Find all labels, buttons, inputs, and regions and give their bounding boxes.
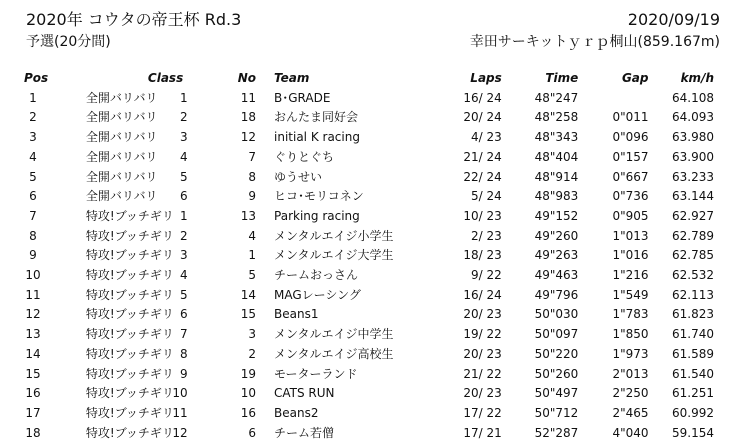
cell-time: 48"343	[534, 130, 579, 145]
event-date: 2020/09/19	[627, 10, 720, 29]
cell-time: 49"796	[534, 287, 579, 302]
cell-pos: 9	[29, 248, 37, 263]
cell-class: 全開バリバリ	[85, 130, 158, 145]
cell-pos: 8	[29, 228, 37, 243]
cell-class: 特攻!ブッチギリ	[85, 208, 174, 223]
cell-no: 6	[248, 425, 257, 440]
col-header-laps: Laps	[470, 71, 502, 85]
cell-team: メンタルエイジ中学生	[274, 327, 394, 342]
cell-class: 全開バリバリ	[85, 90, 158, 105]
cell-kmh: 61.823	[672, 307, 714, 322]
cell-class: 全開バリバリ	[85, 169, 158, 184]
cell-no: 14	[240, 287, 257, 302]
cell-laps: 21/ 22	[463, 366, 502, 381]
cell-class: 特攻!ブッチギリ	[85, 228, 174, 243]
cell-laps: 20/ 23	[463, 307, 502, 322]
cell-gap: 1"016	[612, 248, 649, 263]
cell-kmh: 62.789	[672, 228, 714, 243]
table-row	[0, 89, 740, 109]
cell-kmh: 63.900	[672, 149, 714, 164]
cell-time: 50"712	[534, 405, 579, 420]
cell-kmh: 61.540	[672, 366, 714, 381]
col-header-gap: Gap	[621, 71, 649, 85]
cell-class: 特攻!ブッチギリ	[85, 366, 174, 381]
cell-pos: 2	[29, 110, 37, 125]
cell-class: 全開バリバリ	[85, 189, 158, 204]
cell-laps: 2/ 23	[471, 228, 502, 243]
cell-kmh: 64.108	[672, 90, 714, 105]
cell-class-pos: 6	[179, 189, 188, 204]
cell-kmh: 63.144	[672, 189, 714, 204]
cell-time: 48"404	[534, 149, 579, 164]
cell-class: 特攻!ブッチギリ	[85, 425, 174, 440]
cell-laps: 19/ 22	[463, 327, 502, 342]
cell-pos: 4	[29, 149, 37, 164]
cell-gap: 0"905	[612, 208, 649, 223]
cell-pos: 12	[25, 307, 41, 322]
cell-laps: 18/ 23	[463, 248, 502, 263]
cell-laps: 4/ 23	[471, 130, 502, 145]
cell-gap: 4"040	[612, 425, 649, 440]
cell-class-pos: 1	[179, 90, 188, 105]
cell-gap: 1"850	[612, 327, 649, 342]
cell-time: 50"097	[534, 327, 579, 342]
cell-class: 特攻!ブッチギリ	[85, 346, 174, 361]
cell-gap: 0"667	[612, 169, 649, 184]
cell-class: 特攻!ブッチギリ	[85, 287, 174, 302]
table-row	[0, 266, 740, 286]
cell-time: 49"263	[534, 248, 579, 263]
cell-class-pos: 4	[179, 268, 188, 283]
cell-class: 特攻!ブッチギリ	[85, 327, 174, 342]
cell-no: 3	[248, 327, 257, 342]
cell-team: メンタルエイジ高校生	[274, 346, 394, 361]
session-label: 予選(20分間)	[26, 34, 111, 50]
cell-team: Beans2	[274, 405, 319, 420]
cell-class: 全開バリバリ	[85, 149, 158, 164]
cell-pos: 14	[25, 346, 41, 361]
cell-time: 48"983	[534, 189, 579, 204]
col-header-pos: Pos	[24, 71, 49, 85]
cell-kmh: 63.980	[672, 130, 714, 145]
table-row	[0, 305, 740, 325]
cell-team: Parking racing	[274, 208, 360, 223]
cell-gap: 2"013	[612, 366, 649, 381]
cell-time: 49"152	[534, 208, 579, 223]
cell-gap: 0"011	[612, 110, 649, 125]
cell-class-pos: 3	[179, 130, 188, 145]
cell-team: ヒコ･モリコネン	[274, 189, 364, 204]
table-row	[0, 246, 740, 266]
cell-class: 特攻!ブッチギリ	[85, 307, 174, 322]
cell-gap: 2"465	[612, 405, 649, 420]
cell-time: 49"260	[534, 228, 579, 243]
cell-laps: 20/ 23	[463, 386, 502, 401]
cell-team: モーターランド	[274, 366, 358, 381]
cell-laps: 17/ 21	[463, 425, 502, 440]
cell-gap: 1"549	[612, 287, 649, 302]
cell-no: 12	[240, 130, 257, 145]
cell-team: メンタルエイジ小学生	[274, 228, 394, 243]
cell-kmh: 60.992	[672, 405, 714, 420]
table-row	[0, 404, 740, 424]
cell-class-pos: 6	[179, 307, 188, 322]
cell-class-pos: 10	[172, 386, 188, 401]
cell-time: 52"287	[534, 425, 579, 440]
cell-class: 全開バリバリ	[85, 110, 158, 125]
cell-team: ぐりとぐち	[274, 149, 335, 164]
table-row	[0, 384, 740, 404]
table-row	[0, 227, 740, 247]
cell-time: 48"914	[534, 169, 579, 184]
col-header-time: Time	[545, 71, 579, 85]
cell-class-pos: 12	[172, 425, 188, 440]
col-header-no: No	[237, 71, 257, 85]
cell-time: 50"030	[534, 307, 579, 322]
table-row	[0, 128, 740, 148]
table-row	[0, 345, 740, 365]
cell-gap: 1"783	[612, 307, 649, 322]
cell-class-pos: 11	[172, 405, 188, 420]
cell-team: チーム若僧	[274, 425, 335, 440]
cell-class: 特攻!ブッチギリ	[85, 405, 174, 420]
cell-pos: 3	[29, 130, 37, 145]
cell-pos: 11	[25, 287, 41, 302]
table-row	[0, 148, 740, 168]
cell-gap: 1"013	[612, 228, 649, 243]
cell-laps: 20/ 24	[463, 110, 502, 125]
cell-kmh: 61.740	[672, 327, 714, 342]
cell-gap	[578, 89, 648, 109]
cell-no: 5	[248, 268, 257, 283]
cell-class: 特攻!ブッチギリ	[85, 248, 174, 263]
table-row	[0, 108, 740, 128]
cell-laps: 16/ 24	[463, 90, 502, 105]
cell-laps: 10/ 23	[463, 208, 502, 223]
cell-pos: 15	[25, 366, 41, 381]
cell-class-pos: 1	[179, 208, 188, 223]
cell-class: 特攻!ブッチギリ	[85, 386, 174, 401]
cell-no: 15	[240, 307, 257, 322]
cell-team: チームおっさん	[274, 268, 359, 283]
table-row	[0, 325, 740, 345]
cell-team: MAGレーシング	[274, 287, 361, 302]
cell-team: CATS RUN	[274, 386, 335, 401]
cell-time: 50"497	[534, 386, 579, 401]
cell-laps: 20/ 23	[463, 346, 502, 361]
cell-team: B･GRADE	[274, 90, 331, 105]
cell-pos: 13	[25, 327, 41, 342]
table-row	[0, 424, 740, 443]
cell-class-pos: 2	[179, 110, 188, 125]
cell-team: initial K racing	[274, 130, 360, 145]
table-header-row	[0, 69, 740, 89]
cell-kmh: 62.113	[672, 287, 714, 302]
table-row	[0, 286, 740, 306]
table-row	[0, 365, 740, 385]
cell-no: 7	[248, 149, 257, 164]
cell-no: 19	[240, 366, 257, 381]
cell-class: 特攻!ブッチギリ	[85, 268, 174, 283]
cell-pos: 1	[29, 90, 37, 105]
cell-kmh: 61.589	[672, 346, 714, 361]
cell-no: 18	[240, 110, 257, 125]
cell-pos: 10	[25, 268, 41, 283]
cell-time: 50"220	[534, 346, 579, 361]
cell-kmh: 62.785	[672, 248, 714, 263]
table-row	[0, 168, 740, 188]
cell-class-pos: 8	[179, 346, 188, 361]
col-header-kmh: km/h	[680, 71, 714, 85]
cell-time: 48"247	[534, 90, 579, 105]
cell-team: おんたま同好会	[274, 110, 359, 125]
cell-kmh: 63.233	[672, 169, 714, 184]
results-table	[0, 69, 740, 443]
cell-pos: 7	[29, 208, 37, 223]
cell-no: 16	[240, 405, 257, 420]
cell-class-pos: 4	[179, 149, 188, 164]
cell-laps: 5/ 24	[471, 189, 502, 204]
cell-class-pos: 3	[179, 248, 188, 263]
cell-kmh: 64.093	[672, 110, 714, 125]
cell-laps: 17/ 22	[463, 405, 502, 420]
cell-gap: 2"250	[612, 386, 649, 401]
cell-pos: 5	[29, 169, 37, 184]
cell-no: 9	[248, 189, 257, 204]
cell-laps: 9/ 22	[471, 268, 502, 283]
table-row	[0, 207, 740, 227]
cell-no: 1	[248, 248, 257, 263]
cell-no: 8	[248, 169, 257, 184]
table-row	[0, 187, 740, 207]
cell-time: 50"260	[534, 366, 579, 381]
cell-gap: 1"973	[612, 346, 649, 361]
page-title: 2020年 コウタの帝王杯 Rd.3	[26, 10, 242, 29]
cell-kmh: 61.251	[672, 386, 714, 401]
cell-gap: 1"216	[612, 268, 649, 283]
cell-class-pos: 5	[179, 287, 188, 302]
cell-kmh: 62.927	[672, 208, 714, 223]
cell-laps: 21/ 24	[463, 149, 502, 164]
circuit-label: 幸田サーキットｙｒｐ桐山(859.167m)	[469, 34, 720, 50]
cell-pos: 6	[29, 189, 37, 204]
cell-no: 11	[240, 90, 257, 105]
cell-no: 2	[248, 346, 257, 361]
cell-pos: 17	[25, 405, 41, 420]
cell-class-pos: 9	[179, 366, 188, 381]
col-header-team: Team	[274, 71, 310, 85]
cell-gap: 0"157	[612, 149, 649, 164]
cell-no: 4	[248, 228, 257, 243]
cell-kmh: 59.154	[672, 425, 714, 440]
cell-time: 48"258	[534, 110, 579, 125]
cell-laps: 22/ 24	[463, 169, 502, 184]
col-header-class: Class	[147, 71, 184, 85]
cell-class-pos: 7	[179, 327, 188, 342]
cell-no: 13	[240, 208, 257, 223]
cell-gap: 0"736	[612, 189, 649, 204]
cell-time: 49"463	[534, 268, 579, 283]
cell-team: Beans1	[274, 307, 319, 322]
cell-gap: 0"096	[612, 130, 649, 145]
cell-pos: 16	[25, 386, 41, 401]
cell-no: 10	[240, 386, 257, 401]
cell-team: メンタルエイジ大学生	[274, 248, 394, 263]
cell-class-pos: 5	[179, 169, 188, 184]
cell-team: ゆうせい	[274, 169, 323, 184]
cell-pos: 18	[25, 425, 41, 440]
cell-kmh: 62.532	[672, 268, 714, 283]
cell-class-pos: 2	[179, 228, 188, 243]
cell-laps: 16/ 24	[463, 287, 502, 302]
